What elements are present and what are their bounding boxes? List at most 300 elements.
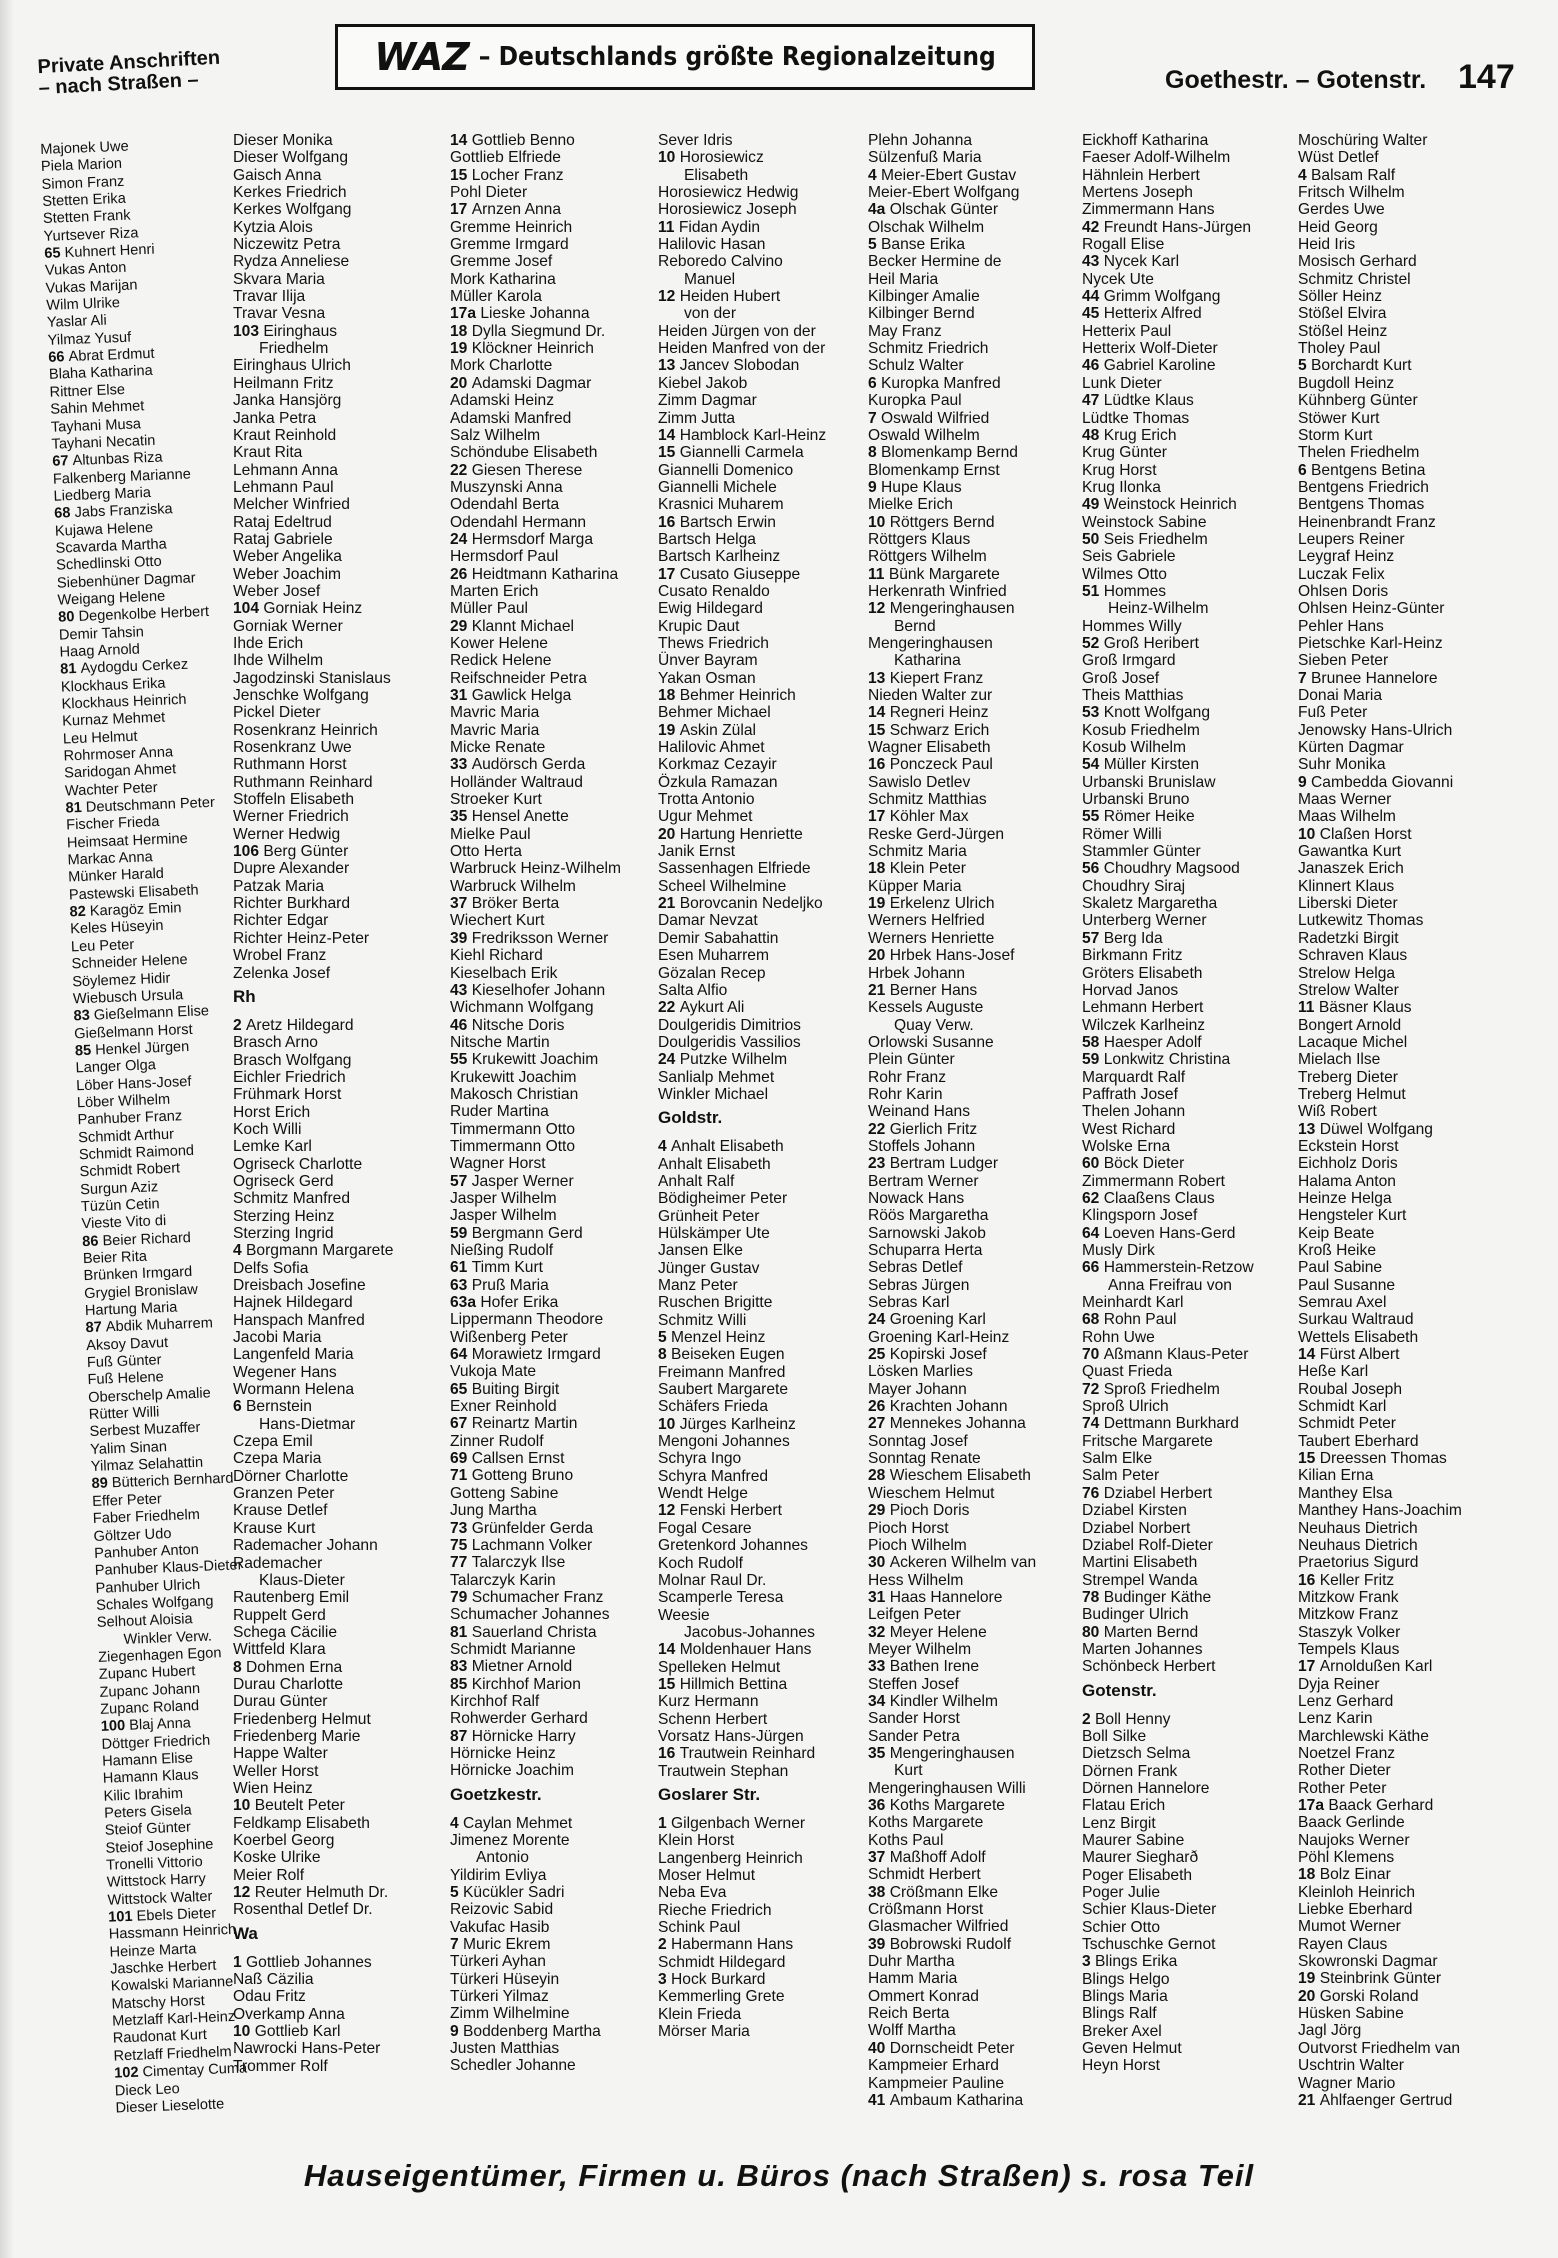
directory-entry: Koths Paul (868, 1831, 944, 1849)
directory-entry: Odendahl Hermann (450, 513, 587, 531)
directory-entry: Yildirim Evliya (450, 1866, 547, 1884)
house-number: 28 (868, 1467, 890, 1485)
directory-entry: Jansen Elke (658, 1242, 743, 1260)
directory-entry: Koerbel Georg (233, 1832, 335, 1849)
house-number: 71 (450, 1467, 472, 1485)
house-number: 12 (658, 1502, 680, 1520)
directory-entry: Pöhl Klemens (1298, 1849, 1395, 1867)
directory-entry: Yaslar Ali (46, 313, 107, 332)
directory-entry: 35 Mengeringhausen (868, 1744, 1015, 1762)
house-number: 27 (868, 1415, 890, 1433)
directory-entry: 22 Giesen Therese (450, 461, 583, 479)
directory-entry: Halilovic Ahmet (658, 739, 765, 757)
directory-entry: Krause Kurt (233, 1519, 316, 1537)
directory-entry: Vukoja Mate (450, 1363, 537, 1381)
directory-entry: Pietschke Karl-Heinz (1298, 634, 1443, 652)
directory-entry: Duhr Martha (868, 1953, 955, 1971)
house-number: 9 (450, 2022, 464, 2040)
directory-entry: Wolske Erna (1082, 1137, 1171, 1155)
directory-entry: Fogal Cesare (658, 1519, 752, 1537)
directory-entry: Siebenhüner Dagmar (56, 569, 196, 592)
directory-entry: Czepa Emil (233, 1433, 313, 1451)
directory-entry: Noetzel Franz (1298, 1744, 1396, 1762)
directory-entry: Roubal Joseph (1298, 1380, 1403, 1398)
directory-entry: 13 Jancev Slobodan (658, 357, 800, 375)
directory-entry: Wien Heinz (233, 1779, 313, 1797)
directory-entry: Friedenberg Helmut (233, 1710, 371, 1728)
directory-entry: Mengeringhausen (868, 634, 993, 652)
house-number: 89 (91, 1475, 113, 1493)
directory-entry: Maas Wilhelm (1298, 808, 1396, 826)
directory-entry: Demir Tahsin (58, 624, 145, 644)
directory-entry: Ommert Konrad (868, 1987, 979, 2005)
directory-entry: Hörnicke Heinz (450, 1744, 556, 1762)
directory-entry: Sassenhagen Elfriede (658, 860, 811, 878)
directory-entry: Ohlsen Doris (1298, 582, 1389, 600)
directory-entry: Hanspach Manfred (233, 1311, 365, 1329)
directory-entry: Ziegenhagen Egon (97, 1645, 222, 1666)
directory-entry: Otto Herta (450, 843, 522, 861)
directory-entry: Panhuber Ulrich (95, 1576, 201, 1597)
directory-entry: Friedenberg Marie (233, 1727, 361, 1745)
house-number: 18 (450, 322, 472, 340)
house-number: 45 (1082, 305, 1104, 323)
directory-entry: 18 Dylla Siegmund Dr. (450, 322, 606, 340)
directory-entry: Plehn Johanna (868, 132, 973, 149)
directory-entry: Kerkes Friedrich (233, 184, 347, 202)
directory-entry: Herkenrath Winfried (868, 582, 1007, 600)
house-number: 78 (1082, 1588, 1104, 1606)
directory-entry: 41 Ambaum Katharina (868, 2091, 1024, 2109)
house-number: 14 (658, 1641, 680, 1659)
directory-entry: Mielke Paul (450, 825, 531, 843)
directory-entry: 9 Hupe Klaus (868, 478, 962, 496)
directory-entry: Matschy Horst (111, 1992, 206, 2013)
directory-entry: Schink Paul (658, 1919, 741, 1937)
street-heading: Goslarer Str. (658, 1784, 761, 1804)
directory-entry: 10 Claßen Horst (1298, 825, 1412, 843)
directory-entry: Dieser Wolfgang (233, 149, 348, 167)
house-number: 103 (233, 322, 264, 340)
house-number: 24 (658, 1051, 680, 1069)
directory-entry-continuation: Antonio (476, 1849, 529, 1867)
directory-entry: 15 Giannelli Carmela (658, 444, 804, 462)
directory-entry: Nitsche Martin (450, 1033, 550, 1051)
directory-entry: 6 Bentgens Betina (1298, 461, 1426, 479)
house-number: 24 (450, 530, 472, 548)
directory-entry: Röttgers Klaus (868, 530, 971, 548)
directory-entry: 4 Balsam Ralf (1298, 166, 1396, 184)
house-number: 104 (233, 600, 264, 618)
house-number: 41 (868, 2091, 890, 2109)
page-header (0, 0, 1558, 120)
directory-entry: 8 Blomenkamp Bernd (868, 444, 1018, 462)
directory-entry: 67 Altunbas Riza (51, 449, 163, 470)
house-number: 63 (450, 1276, 472, 1294)
directory-entry: Pehler Hans (1298, 617, 1384, 635)
directory-entry: Tempels Klaus (1298, 1640, 1400, 1658)
directory-entry: 39 Fredriksson Werner (450, 929, 609, 947)
directory-entry: Esen Muharrem (658, 947, 769, 965)
house-number: 13 (1298, 1120, 1320, 1138)
directory-entry: Rütter Willi (88, 1404, 160, 1424)
directory-entry: 80 Degenkolbe Herbert (57, 604, 210, 626)
directory-entry: Keles Hüseyin (69, 918, 164, 938)
directory-entry: Heiden Manfred von der (658, 340, 826, 358)
directory-entry: 10 Beutelt Peter (233, 1797, 345, 1815)
directory-entry: 16 Bartsch Erwin (658, 513, 776, 531)
directory-entry: Wittstock Walter (107, 1888, 213, 1909)
directory-entry: Thews Friedrich (658, 634, 769, 652)
directory-entry: Kessels Auguste (868, 999, 984, 1017)
directory-entry: Eichholz Doris (1298, 1155, 1398, 1173)
directory-entry: 18 Bolz Einar (1298, 1866, 1391, 1884)
directory-entry: Oswald Wilhelm (868, 426, 980, 444)
directory-entry: Schmidt Hildegard (658, 1953, 786, 1971)
directory-entry: Fuß Helene (87, 1369, 165, 1389)
directory-entry: Markac Anna (67, 849, 154, 869)
house-number: 67 (450, 1415, 472, 1433)
directory-entry-continuation: Quay Verw. (894, 1016, 974, 1034)
directory-entry: 49 Weinstock Heinrich (1082, 496, 1237, 514)
directory-entry: Dupre Alexander (233, 860, 350, 878)
house-number: 8 (868, 444, 882, 462)
directory-entry: Retzlaff Friedhelm (113, 2043, 232, 2065)
directory-entry: 27 Mennekes Johanna (868, 1415, 1026, 1433)
house-number: 68 (53, 505, 75, 522)
directory-entry: Weinstock Sabine (1082, 513, 1207, 531)
directory-entry: Kosub Friedhelm (1082, 721, 1200, 739)
directory-entry: Wieschem Helmut (868, 1484, 995, 1502)
directory-entry: Zupanc Johann (99, 1680, 201, 1701)
house-number: 12 (658, 288, 680, 306)
house-number: 16 (658, 513, 680, 531)
house-number: 72 (1082, 1380, 1104, 1398)
directory-entry: Müller Karola (450, 288, 542, 306)
directory-entry: Eckstein Horst (1298, 1137, 1399, 1155)
directory-entry: Mengoni Johannes (658, 1433, 790, 1451)
directory-entry: Hartung Maria (84, 1299, 178, 1320)
directory-entry: 17a Baack Gerhard (1298, 1797, 1434, 1814)
directory-entry: Hassmann Heinrich (108, 1922, 237, 1944)
directory-entry: Pastewski Elisabeth (68, 882, 199, 904)
directory-entry: Sterzing Ingrid (233, 1224, 334, 1242)
directory-entry: Saridogan Ahmet (63, 761, 177, 782)
directory-entry-continuation: Bernd (894, 617, 936, 635)
house-number: 25 (868, 1346, 890, 1364)
directory-entry: Mitzkow Franz (1298, 1606, 1399, 1624)
directory-entry: 42 Freundt Hans-Jürgen (1082, 218, 1252, 236)
directory-entry: Schöndube Elisabeth (450, 444, 598, 462)
house-number: 2 (233, 1016, 247, 1034)
directory-entry: 65 Kuhnert Henri (43, 241, 155, 262)
directory-entry: Faeser Adolf-Wilhelm (1082, 149, 1231, 167)
directory-entry: 3 Blings Erika (1082, 1953, 1178, 1971)
house-number: 13 (658, 357, 680, 375)
directory-entry: Semrau Axel (1298, 1294, 1387, 1312)
directory-entry: Damar Nevzat (658, 912, 758, 930)
house-number: 17a (1298, 1797, 1329, 1814)
directory-entry: Tschuschke Gernot (1082, 1936, 1216, 1954)
house-number: 80 (57, 609, 79, 626)
directory-entry: Sterzing Heinz (233, 1207, 335, 1225)
house-number: 102 (113, 2064, 143, 2082)
directory-entry: Neba Eva (658, 1884, 727, 1902)
directory-entry: 59 Lonkwitz Christina (1082, 1051, 1231, 1069)
directory-entry: Durau Charlotte (233, 1675, 344, 1693)
house-number: 13 (868, 669, 890, 687)
directory-entry: Hamann Elise (101, 1750, 194, 1770)
directory-entry: 48 Krug Erich (1082, 426, 1177, 444)
directory-entry: Wilmes Otto (1082, 565, 1167, 583)
directory-entry: Maurer Sabine (1082, 1832, 1185, 1849)
directory-entry: Kroß Heike (1298, 1242, 1376, 1259)
street-heading: Gotenstr. (1082, 1680, 1157, 1700)
directory-entry: Praetorius Sigurd (1298, 1554, 1419, 1572)
directory-entry: 12 Mengeringhausen (868, 600, 1015, 618)
directory-entry: 14 Regneri Heinz (868, 704, 989, 722)
directory-entry: Hengsteler Kurt (1298, 1207, 1407, 1225)
house-number: 19 (658, 721, 680, 739)
directory-entry: Schmidt Herbert (868, 1866, 981, 1884)
directory-entry: Ogriseck Gerd (233, 1172, 334, 1190)
directory-entry: Rittner Else (49, 381, 126, 401)
directory-entry: Travar Vesna (233, 305, 326, 323)
directory-entry: 78 Budinger Käthe (1082, 1588, 1212, 1606)
directory-entry: Marquardt Ralf (1082, 1068, 1186, 1086)
house-number: 1 (233, 1953, 247, 1971)
directory-entry: Rademacher (233, 1554, 323, 1572)
directory-entry: Rohr Karin (868, 1085, 943, 1103)
directory-entry: Halilovic Hasan (658, 236, 766, 254)
directory-entry: Wormann Helena (233, 1381, 355, 1399)
directory-entry: Dziabel Norbert (1082, 1519, 1191, 1537)
directory-entry: Metzlaff Karl-Heinz (111, 2009, 236, 2030)
directory-entry: Marten Johannes (1082, 1640, 1203, 1658)
house-number: 62 (1082, 1189, 1104, 1207)
directory-entry: Wrobel Franz (233, 947, 327, 965)
directory-entry: Redick Helene (450, 652, 552, 670)
house-number: 106 (233, 843, 264, 861)
directory-entry: Manthey Elsa (1298, 1484, 1393, 1502)
directory-entry: 54 Müller Kirsten (1082, 756, 1200, 774)
directory-entry: Salm Peter (1082, 1467, 1160, 1485)
directory-entry: Rydza Anneliese (233, 253, 350, 271)
directory-entry: Falkenberg Marianne (52, 465, 192, 488)
directory-entry: Langer Olga (75, 1057, 157, 1077)
directory-entry: Paffrath Josef (1082, 1085, 1178, 1103)
directory-entry: 53 Knott Wolfgang (1082, 704, 1211, 722)
directory-entry: 14 Gottlieb Benno (450, 132, 575, 149)
directory-entry: Hommes Willy (1082, 617, 1182, 635)
directory-entry: 4 Meier-Ebert Gustav (868, 166, 1017, 184)
directory-entry: 59 Bergmann Gerd (450, 1224, 583, 1242)
directory-entry: Wolff Martha (868, 2022, 956, 2040)
directory-entry: 87 Hörnicke Harry (450, 1727, 576, 1745)
directory-entry: Heimsaat Hermine (66, 830, 189, 852)
house-number: 15 (658, 444, 680, 462)
directory-entry: Dietzsch Selma (1082, 1745, 1191, 1763)
directory-entry: Makosch Christian (450, 1085, 579, 1103)
directory-entry: Thelen Johann (1082, 1103, 1186, 1121)
directory-entry: Rademacher Johann (233, 1537, 378, 1555)
directory-entry: Lehmann Anna (233, 461, 338, 479)
directory-entry: Rautenberg Emil (233, 1589, 350, 1607)
house-number: 59 (450, 1224, 472, 1242)
directory-entry: Rieche Friedrich (658, 1901, 772, 1919)
directory-entry: 45 Hetterix Alfred (1082, 305, 1202, 323)
house-number: 10 (868, 513, 890, 531)
house-number: 51 (1082, 582, 1104, 600)
directory-entry-continuation: von der (684, 305, 737, 323)
directory-entry: 2 Boll Henny (1082, 1710, 1171, 1728)
directory-entry: 5 Banse Erika (868, 236, 966, 254)
directory-entry: 17 Cusato Giuseppe (658, 565, 801, 583)
directory-entry: Naujoks Werner (1298, 1831, 1410, 1849)
directory-entry: Sander Petra (868, 1727, 960, 1745)
directory-entry: Zelenka Josef (233, 964, 331, 982)
house-number: 12 (868, 600, 890, 618)
house-number: 22 (868, 1120, 890, 1138)
directory-entry: Talarczyk Karin (450, 1571, 556, 1589)
directory-entry: Dörnen Frank (1082, 1762, 1178, 1780)
directory-entry: Dörnen Hannelore (1082, 1779, 1210, 1797)
directory-entry: Thelen Friedhelm (1298, 444, 1420, 462)
directory-entry: Gawantka Kurt (1298, 843, 1402, 861)
directory-entry: Salz Wilhelm (450, 426, 541, 444)
directory-entry: 66 Abrat Erdmut (47, 345, 155, 366)
directory-entry: 77 Talarczyk Ilse (450, 1554, 566, 1572)
directory-entry: Salm Elke (1082, 1450, 1153, 1468)
directory-entry: Zimm Dagmar (658, 392, 757, 410)
house-number: 18 (1298, 1866, 1320, 1884)
house-number: 21 (868, 981, 890, 999)
house-number: 44 (1082, 288, 1104, 306)
directory-entry: Wilczek Karlheinz (1082, 1016, 1206, 1034)
directory-entry: 17 Arnoldußen Karl (1298, 1658, 1433, 1676)
house-number: 65 (43, 245, 65, 262)
directory-entry: Grygiel Bronislaw (83, 1281, 199, 1302)
directory-entry: Taubert Eberhard (1298, 1432, 1419, 1450)
directory-entry: Zupanc Roland (99, 1697, 200, 1718)
directory-entry: Heße Karl (1298, 1363, 1369, 1381)
directory-entry: Kiebel Jakob (658, 374, 748, 392)
directory-entry: Becker Hermine de (868, 253, 1002, 271)
directory-entry: Timmermann Otto (450, 1137, 576, 1155)
directory-entry: Blings Maria (1082, 1988, 1168, 2006)
directory-column-2 (233, 132, 393, 2075)
directory-entry: Leifgen Peter (868, 1606, 961, 1624)
directory-entry: 81 Aydogdu Cerkez (59, 657, 189, 678)
directory-entry: Horosiewicz Hedwig (658, 184, 799, 202)
house-number: 48 (1082, 426, 1104, 444)
directory-entry: Kieselbach Erik (450, 964, 558, 982)
house-number: 12 (233, 1884, 255, 1902)
directory-entry: Heid Georg (1298, 218, 1378, 236)
directory-entry: Maas Werner (1298, 791, 1392, 809)
directory-entry: Gottlieb Elfriede (450, 149, 561, 167)
directory-entry: Trotta Antonio (658, 791, 755, 809)
directory-entry: Werners Henriette (868, 929, 995, 947)
directory-entry: Ohlsen Heinz-Günter (1298, 600, 1445, 618)
house-number: 14 (658, 426, 680, 444)
directory-entry: Reich Berta (868, 2005, 950, 2023)
directory-entry: Strelow Walter (1298, 981, 1399, 999)
directory-entry: Heyn Horst (1082, 2057, 1160, 2075)
directory-entry: Wagner Elisabeth (868, 739, 991, 757)
directory-entry: 1 Gilgenbach Werner (658, 1814, 806, 1832)
directory-entry: Krupic Daut (658, 617, 740, 635)
directory-entry: 64 Morawietz Irmgard (450, 1346, 601, 1364)
directory-entry: Kiehl Richard (450, 947, 543, 965)
directory-entry: Trommer Rolf (233, 2057, 328, 2075)
directory-entry: Kilic Ibrahim (103, 1785, 184, 1805)
directory-entry: 24 Groening Karl (868, 1311, 986, 1329)
directory-entry: Donai Maria (1298, 687, 1383, 704)
directory-entry: Paul Sabine (1298, 1259, 1383, 1277)
directory-entry: Vukas Marijan (45, 277, 138, 297)
directory-entry: Schedler Johanne (450, 2057, 576, 2075)
directory-entry: Langenfeld Maria (233, 1346, 354, 1364)
directory-entry: Mielach Ilse (1298, 1051, 1381, 1069)
house-number: 10 (233, 1797, 255, 1815)
directory-entry: Kraut Rita (233, 444, 303, 462)
directory-entry: Stöwer Kurt (1298, 409, 1380, 427)
directory-entry: Gerdes Uwe (1298, 201, 1385, 219)
directory-entry: 16 Ponczeck Paul (868, 756, 993, 774)
directory-entry: Manz Peter (658, 1277, 738, 1294)
directory-entry: Tholey Paul (1298, 340, 1381, 358)
directory-entry: Sebras Detlef (868, 1259, 963, 1277)
directory-entry: Wiß Robert (1298, 1103, 1377, 1121)
directory-entry: Janaszek Erich (1298, 860, 1404, 878)
directory-entry-continuation: Anna Freifrau von (1108, 1276, 1232, 1294)
house-number: 15 (658, 1675, 680, 1693)
directory-entry: 10 Horosiewicz (658, 149, 764, 167)
directory-entry: Meier-Ebert Wolfgang (868, 184, 1020, 202)
house-number: 7 (1298, 669, 1312, 687)
directory-entry: Neuhaus Dietrich (1298, 1519, 1418, 1537)
directory-entry: Krause Detlef (233, 1502, 328, 1520)
directory-entry: 61 Timm Kurt (450, 1259, 544, 1277)
directory-entry: 11 Bünk Margarete (868, 565, 1000, 583)
directory-entry: 57 Berg Ida (1082, 929, 1163, 947)
house-number: 2 (658, 1936, 672, 1954)
directory-entry: 18 Behmer Heinrich (658, 687, 796, 704)
directory-entry: Koths Margarete (868, 1814, 984, 1832)
directory-entry: Sonntag Josef (868, 1432, 968, 1450)
directory-entry: 19 Steinbrink Günter (1298, 1970, 1442, 1988)
directory-entry: Schulz Walter (868, 357, 964, 375)
directory-entry: Yalim Sinan (89, 1438, 168, 1458)
directory-entry: Wendt Helge (658, 1485, 748, 1503)
house-number: 20 (868, 947, 890, 965)
house-number: 22 (658, 999, 680, 1017)
house-number: 17 (1298, 1658, 1320, 1676)
directory-entry: 20 Hrbek Hans-Josef (868, 947, 1015, 965)
directory-entry: 63 Pruß Maria (450, 1276, 549, 1294)
directory-entry: Sanlialp Mehmet (658, 1068, 775, 1086)
directory-entry: 13 Düwel Wolfgang (1298, 1120, 1433, 1138)
directory-entry: 15 Schwarz Erich (868, 721, 990, 739)
directory-entry: Keip Beate (1298, 1224, 1375, 1242)
directory-entry: 22 Gierlich Fritz (868, 1120, 978, 1138)
directory-entry: Richter Burkhard (233, 895, 350, 913)
directory-entry: 102 Cimentay Cuma (113, 2060, 248, 2082)
directory-entry: 70 Aßmann Klaus-Peter (1082, 1346, 1249, 1364)
directory-entry: Bentgens Friedrich (1298, 478, 1429, 496)
directory-entry: 34 Kindler Wilhelm (868, 1692, 999, 1710)
